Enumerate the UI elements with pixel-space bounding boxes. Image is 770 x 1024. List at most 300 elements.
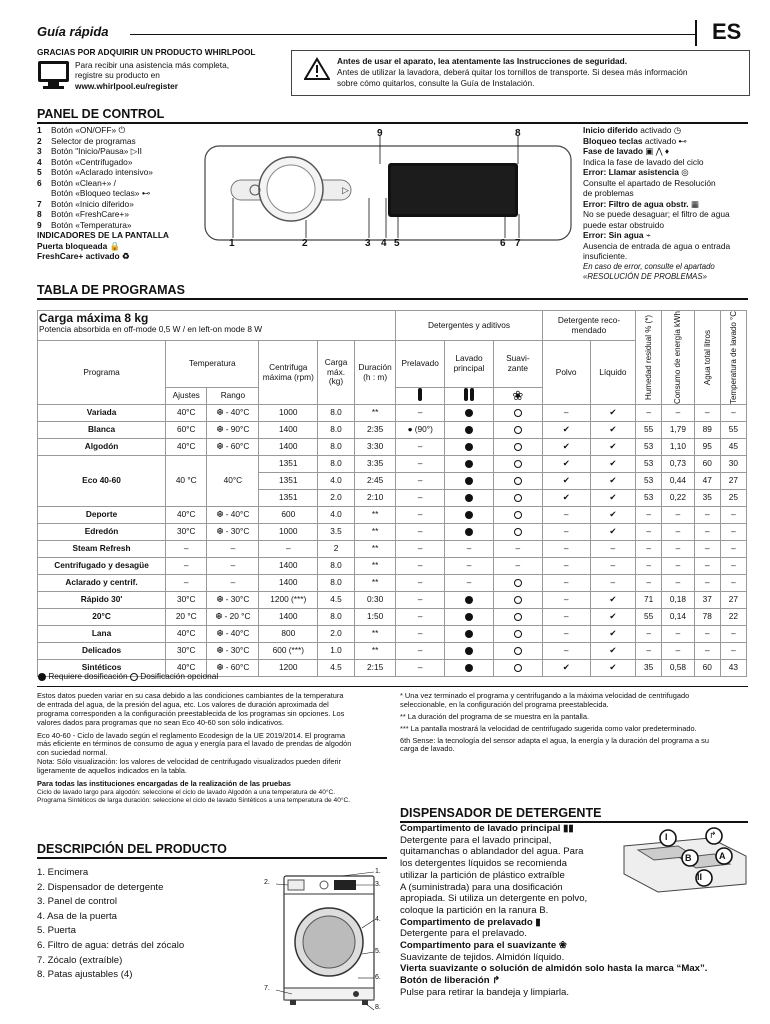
washer-callout-3: 3. [375, 881, 381, 888]
cell-lav: – [445, 541, 494, 558]
cell-d: ** [355, 575, 396, 592]
cell-sua [493, 626, 542, 643]
ring-icon [514, 528, 522, 536]
cell-liq: ✔ [590, 473, 636, 490]
cell-a: – [166, 541, 207, 558]
warning-line-1: Antes de usar el aparato, lea atentamente las Instrucciones de seguridad. [337, 56, 628, 66]
dispenser-line: utilizar la partición de plástico extraíble [400, 869, 565, 881]
cell-sua [493, 660, 542, 677]
dispenser-line: Compartimento de prelavado ▮ [400, 916, 541, 928]
warning-line-3: sobre cómo quitarlos, consulte la Guía de Instalación. [337, 77, 535, 88]
header-wash-temp: Temperatura de lavado °C [728, 311, 738, 405]
cell-liq: – [590, 558, 636, 575]
cell-pol: – [542, 405, 590, 422]
cell-p: Lana [38, 626, 166, 643]
cell-c: 600 (***) [259, 643, 318, 660]
cell-w: – [694, 643, 720, 660]
callout-6: 6 [500, 238, 506, 249]
cell-t: – [720, 643, 746, 660]
cell-e: – [662, 541, 695, 558]
display-note-1: En caso de error, consulte el apartado [583, 261, 715, 271]
cell-sua [493, 439, 542, 456]
product-list [37, 866, 184, 983]
ring-icon [514, 426, 522, 434]
cell-a: 40°C [166, 439, 207, 456]
cell-lav [445, 524, 494, 541]
cell-pol: ✔ [542, 456, 590, 473]
cell-pre: – [396, 626, 445, 643]
dispenser-line: Vierta suavizante o solución de almidón solo hasta la marca “Max”. [400, 963, 708, 975]
power-consumption: Potencia absorbida en off-mode 0,5 W / en left-on mode 8 W [39, 324, 263, 335]
cell-d: ** [355, 558, 396, 575]
table-row [38, 456, 747, 473]
cell-k: 4.0 [318, 473, 355, 490]
dispenser-title: DISPENSADOR DE DETERGENTE [400, 806, 602, 820]
callout-4: 4 [381, 238, 387, 249]
cell-p: Centrifugado y desagüe [38, 558, 166, 575]
capacity: Carga máxima 8 kg [39, 311, 149, 325]
ring-icon [514, 477, 522, 485]
control-panel-diagram [203, 128, 573, 248]
cell-d: 2:10 [355, 490, 396, 507]
cell-k: 8.0 [318, 575, 355, 592]
product-item: 5. Puerta [37, 925, 76, 937]
cell-w: – [694, 626, 720, 643]
cell-pre: – [396, 643, 445, 660]
callout-5: 5 [394, 238, 400, 249]
cell-c: – [259, 541, 318, 558]
cell-pol: – [542, 524, 590, 541]
cell-pre: – [396, 524, 445, 541]
cell-h: 71 [636, 592, 662, 609]
cell-e: 0,14 [662, 609, 695, 626]
cell-e: 0,58 [662, 660, 695, 677]
cell-k: 2.0 [318, 626, 355, 643]
legend-dot-icon [38, 673, 46, 681]
cell-liq: ✔ [590, 490, 636, 507]
cell-p: Blanca [38, 422, 166, 439]
washer-callout-1: 1. [375, 868, 381, 875]
panel-item: 9 Botón «Temperatura» [37, 219, 132, 230]
cell-e: – [662, 626, 695, 643]
cell-lav [445, 507, 494, 524]
cell-pol: ✔ [542, 439, 590, 456]
display-ind-line: Ausencia de entrada de agua o entrada [583, 240, 731, 251]
indicator-freshcare: FreshCare+ activado ♻ [37, 251, 130, 261]
panel-item: 2 Selector de programas [37, 135, 136, 146]
cell-c: 1400 [259, 422, 318, 439]
display-ind-line: Error: Llamar asistencia ◎ [583, 167, 689, 177]
product-item: 1. Encimera [37, 867, 89, 878]
table-row [38, 558, 747, 575]
product-item: 6. Filtro de agua: detrás del zócalo [37, 939, 185, 951]
cell-lav [445, 439, 494, 456]
capacity-cell [38, 311, 396, 341]
cell-lav: – [445, 575, 494, 592]
callout-8: 8 [515, 128, 521, 139]
cell-lav [445, 456, 494, 473]
cell-lav [445, 643, 494, 660]
cell-a: 30°C [166, 592, 207, 609]
register-line-1: Para recibir una asistencia más completa, [75, 60, 230, 70]
dispenser-line: los detergentes líquidos se recomienda [400, 858, 567, 870]
cell-liq: – [590, 541, 636, 558]
cell-a: 30°C [166, 643, 207, 660]
ring-icon [514, 596, 522, 604]
cell-pol: – [542, 592, 590, 609]
cell-sua [493, 490, 542, 507]
cell-d: 2:35 [355, 422, 396, 439]
cell-pre: – [396, 558, 445, 575]
cell-p: Rápido 30' [38, 592, 166, 609]
panel-title: PANEL DE CONTROL [37, 107, 165, 121]
header-mainwash: Lavado principal [445, 341, 494, 388]
cell-r: – [207, 575, 259, 592]
cell-d: 3:35 [355, 456, 396, 473]
cell-k: 4.0 [318, 507, 355, 524]
cell-w: 60 [694, 456, 720, 473]
cell-h: 53 [636, 490, 662, 507]
cell-liq: ✔ [590, 592, 636, 609]
cell-e: – [662, 575, 695, 592]
cell-k: 2 [318, 541, 355, 558]
cell-pre: – [396, 473, 445, 490]
product-title: DESCRIPCIÓN DEL PRODUCTO [37, 842, 227, 856]
cell-c: 1200 [259, 660, 318, 677]
cell-pol: – [542, 507, 590, 524]
cell-liq: ✔ [590, 439, 636, 456]
cell-t: 27 [720, 592, 746, 609]
dispenser-line: Suavizante de tejidos. Almidón líquido. [400, 951, 565, 963]
ring-icon [514, 630, 522, 638]
cell-sua [493, 524, 542, 541]
cell-w: – [694, 558, 720, 575]
cell-d: 1:50 [355, 609, 396, 626]
table-row [38, 524, 747, 541]
cell-liq: ✔ [590, 422, 636, 439]
cell-sua [493, 507, 542, 524]
header-spin: Centrifuga máxima (rpm) [259, 341, 318, 405]
cell-r: ❆ - 30°C [207, 524, 259, 541]
cell-a: 40°C [166, 405, 207, 422]
cell-h: 53 [636, 439, 662, 456]
panel-item: 8 Botón «FreshCare+» [37, 209, 129, 219]
cell-k: 1.0 [318, 643, 355, 660]
cell-t: 22 [720, 609, 746, 626]
header-recommended: Detergente reco- mendado [542, 311, 635, 341]
cell-t: 25 [720, 490, 746, 507]
legend [38, 672, 218, 682]
table-row [38, 405, 747, 422]
cell-lav [445, 473, 494, 490]
cell-e: 0,18 [662, 592, 695, 609]
cell-liq: ✔ [590, 456, 636, 473]
cell-r: ❆ - 40°C [207, 405, 259, 422]
cell-sua [493, 575, 542, 592]
cell-e: – [662, 405, 695, 422]
register-text [75, 60, 229, 91]
table-row [38, 575, 747, 592]
cell-e: 0,22 [662, 490, 695, 507]
cell-a: 60°C [166, 422, 207, 439]
display-ind-line: Indica la fase de lavado del ciclo [583, 156, 704, 167]
cell-h: 53 [636, 473, 662, 490]
cell-pol: – [542, 541, 590, 558]
cell-p: Eco 40-60 [38, 456, 166, 507]
dot-icon [465, 630, 473, 638]
cell-h: 55 [636, 609, 662, 626]
cell-c: 1400 [259, 575, 318, 592]
cell-p: Sintéticos [38, 660, 166, 677]
mainwash-icon [445, 388, 494, 405]
notes-left: Estos datos pueden variar en su casa debido a las condiciones cambiantes de la temperatura de entrada del agua, de la presión del agua, etc. Los valores de duración aproximada del programa corresponden a la configuración preestablecida de los programas sin opciones. Los valores dados para programas que no sean Eco 40-60 son sólo indicativos. Eco 40-60 - Ciclo de lavado según el reglamento Ecodesign de la UE 2019/2014. El programa más eficiente en términos de consumo de agua y energía para el lavado de prendas de algodón con suciedad normal. Nota: Sólo visualización: los valores de velocidad de centrifugado visualizados pueden diferir ligeramente de aquellos indicados en la tabla. Para todas las instituciones encargadas de la realización de las pruebas Ciclo de lavado largo para algodón: seleccione el ciclo de lavado Algodón a una temperatura de 40°C. Programa Sintéticos de larga duración: seleccione el ciclo de lavado Sintéticos a una temperatura de 40°C. [37, 691, 352, 804]
cell-c: 1000 [259, 524, 318, 541]
product-item: 4. Asa de la puerta [37, 910, 118, 922]
washer-diagram [262, 866, 392, 1012]
header-temperature: Temperatura [166, 341, 259, 388]
ring-icon [514, 460, 522, 468]
cell-w: – [694, 541, 720, 558]
register-url[interactable]: www.whirlpool.eu/register [75, 80, 178, 91]
cell-t: – [720, 507, 746, 524]
register-line-2: registre su producto en [75, 70, 160, 81]
cell-h: – [636, 575, 662, 592]
dispenser-line: Pulse para retirar la bandeja y limpiarla. [400, 986, 570, 998]
cell-t: – [720, 626, 746, 643]
cell-c: 1200 (***) [259, 592, 318, 609]
cell-h: – [636, 626, 662, 643]
cell-w: 60 [694, 660, 720, 677]
dot-icon [465, 477, 473, 485]
product-item: 3. Panel de control [37, 896, 118, 908]
legend-required: Requiere dosificación [48, 671, 128, 681]
cell-d: ** [355, 405, 396, 422]
dispenser-line: Botón de liberación ↱ [400, 975, 501, 987]
ring-icon [514, 409, 522, 417]
callout-3: 3 [365, 238, 371, 249]
indicator-door-locked: Puerta bloqueada 🔒 [37, 240, 121, 251]
cell-pre: – [396, 541, 445, 558]
cell-r: ❆ - 90°C [207, 422, 259, 439]
header-tick [695, 20, 697, 46]
cell-w: – [694, 507, 720, 524]
header-range: Rango [207, 388, 259, 405]
dispenser-label-I: I [665, 832, 668, 842]
panel-item: 4 Botón «Centrifugado» [37, 156, 133, 167]
table-row [38, 626, 747, 643]
cell-w: 47 [694, 473, 720, 490]
table-row [38, 439, 747, 456]
cell-sua [493, 609, 542, 626]
product-rule [37, 857, 387, 859]
cell-p: Edredón [38, 524, 166, 541]
dot-icon [465, 443, 473, 451]
cell-t: 43 [720, 660, 746, 677]
panel-item: Botón «Bloqueo teclas» ⊷ [51, 188, 151, 198]
table-row [38, 507, 747, 524]
panel-item: 7 Botón «Inicio diferido» [37, 198, 134, 209]
header-detergents: Detergentes y aditivos [396, 311, 543, 341]
cell-d: ** [355, 643, 396, 660]
cell-lav [445, 592, 494, 609]
table-title: TABLA DE PROGRAMAS [37, 283, 185, 297]
display-ind-line: de problemas [583, 188, 634, 198]
cell-a: 20 °C [166, 609, 207, 626]
display-ind-line: Error: Sin agua ⌁ [583, 230, 651, 240]
ring-icon [514, 443, 522, 451]
cell-w: 78 [694, 609, 720, 626]
panel-item: 6 Botón «Clean+» / [37, 177, 116, 188]
cell-a: – [166, 575, 207, 592]
header-softener: Suavi- zante [493, 341, 542, 388]
cell-w: – [694, 575, 720, 592]
cell-e: 1,10 [662, 439, 695, 456]
table-row [38, 592, 747, 609]
cell-sua [493, 592, 542, 609]
indicators-title: INDICADORES DE LA PANTALLA [37, 230, 169, 240]
legend-rule [37, 686, 748, 687]
cell-e: 1,79 [662, 422, 695, 439]
panel-item: 5 Botón «Aclarado intensivo» [37, 167, 153, 177]
cell-c: 1351 [259, 456, 318, 473]
cell-liq: ✔ [590, 405, 636, 422]
cell-c: 600 [259, 507, 318, 524]
cell-r: ❆ - 30°C [207, 643, 259, 660]
cell-e: 0,73 [662, 456, 695, 473]
product-item: 8. Patas ajustables (4) [37, 969, 133, 981]
cell-h: 55 [636, 422, 662, 439]
header-humidity: Humedad residual % (*) [643, 315, 653, 400]
panel-list [37, 125, 169, 262]
svg-text:▷: ▷ [342, 186, 349, 196]
cell-c: 1400 [259, 609, 318, 626]
cell-k: 4.5 [318, 660, 355, 677]
ring-icon [514, 664, 522, 672]
washer-callout-2: 2. [264, 879, 270, 886]
cell-w: 35 [694, 490, 720, 507]
cell-liq: ✔ [590, 507, 636, 524]
header-duration: Duración (h : m) [355, 341, 396, 405]
cell-d: ** [355, 626, 396, 643]
dot-icon [465, 613, 473, 621]
cell-t: 27 [720, 473, 746, 490]
ring-icon [514, 494, 522, 502]
callout-9: 9 [377, 128, 383, 139]
cell-h: – [636, 524, 662, 541]
cell-e: – [662, 558, 695, 575]
dispenser-line: Detergente para el lavado principal, [400, 834, 552, 846]
cell-k: 4.5 [318, 592, 355, 609]
ring-icon [514, 579, 522, 587]
cell-pre: – [396, 575, 445, 592]
cell-t: – [720, 405, 746, 422]
cell-c: 1351 [259, 490, 318, 507]
dot-icon [465, 511, 473, 519]
cell-a: 40 °C [166, 456, 207, 507]
dispenser-label-A: A [719, 851, 726, 861]
washer-callout-5: 5. [375, 948, 381, 955]
cell-lav [445, 405, 494, 422]
cell-k: 8.0 [318, 422, 355, 439]
panel-item: 3 Botón "Inicio/Pausa» ▷II [37, 146, 142, 156]
cell-p: 20°C [38, 609, 166, 626]
header-powder: Polvo [542, 341, 590, 405]
cell-pol: – [542, 575, 590, 592]
cell-e: – [662, 507, 695, 524]
cell-r: ❆ - 60°C [207, 660, 259, 677]
cell-k: 3.5 [318, 524, 355, 541]
cell-a: 40°C [166, 660, 207, 677]
cell-pre: – [396, 507, 445, 524]
table-row [38, 422, 747, 439]
cell-d: 2:45 [355, 473, 396, 490]
washer-callout-4: 4. [375, 916, 381, 923]
cell-c: 800 [259, 626, 318, 643]
cell-pre: – [396, 490, 445, 507]
header-settings: Ajustes [166, 388, 207, 405]
cell-p: Variada [38, 405, 166, 422]
cell-pre: – [396, 592, 445, 609]
cell-w: 95 [694, 439, 720, 456]
header-water: Agua total litros [702, 329, 712, 386]
softener-icon: ❀ [493, 388, 542, 405]
cell-pol: ✔ [542, 490, 590, 507]
dot-icon [465, 494, 473, 502]
dispenser-label-II: II [697, 872, 703, 882]
cell-sua [493, 473, 542, 490]
release-arrow-icon: ↱ [709, 830, 717, 840]
cell-h: – [636, 643, 662, 660]
table-rule [37, 298, 748, 300]
table-row [38, 609, 747, 626]
cell-t: – [720, 524, 746, 541]
cell-sua [493, 422, 542, 439]
display-ind-line: No se puede desaguar; el filtro de agua [583, 209, 730, 219]
cell-r: 40°C [207, 456, 259, 507]
cell-r: – [207, 558, 259, 575]
program-table [37, 310, 747, 677]
ring-icon [514, 647, 522, 655]
cell-t: – [720, 558, 746, 575]
cell-pol: ✔ [542, 660, 590, 677]
display-indicators [583, 125, 753, 283]
cell-pre: – [396, 456, 445, 473]
cell-p: Delicados [38, 643, 166, 660]
header-program: Programa [38, 341, 166, 405]
dispenser-line: quitamanchas o ablandador del agua. Para [400, 846, 584, 858]
cell-a: – [166, 558, 207, 575]
cell-pre: ● (90°) [396, 422, 445, 439]
display-ind-line: Inicio diferido activado ◷ [583, 125, 682, 135]
dot-icon [465, 528, 473, 536]
washer-callout-7: 7. [264, 985, 270, 992]
cell-d: 3:30 [355, 439, 396, 456]
cell-p: Deporte [38, 507, 166, 524]
cell-e: – [662, 524, 695, 541]
cell-h: – [636, 405, 662, 422]
cell-pol: – [542, 643, 590, 660]
cell-r: ❆ - 30°C [207, 592, 259, 609]
cell-sua [493, 456, 542, 473]
cell-pol: – [542, 626, 590, 643]
cell-p: Aclarado y centrif. [38, 575, 166, 592]
cell-t: 30 [720, 456, 746, 473]
cell-k: 8.0 [318, 558, 355, 575]
dot-icon [465, 460, 473, 468]
dispenser-label-B: B [685, 853, 692, 863]
language-code: ES [712, 19, 742, 44]
cell-d: ** [355, 524, 396, 541]
